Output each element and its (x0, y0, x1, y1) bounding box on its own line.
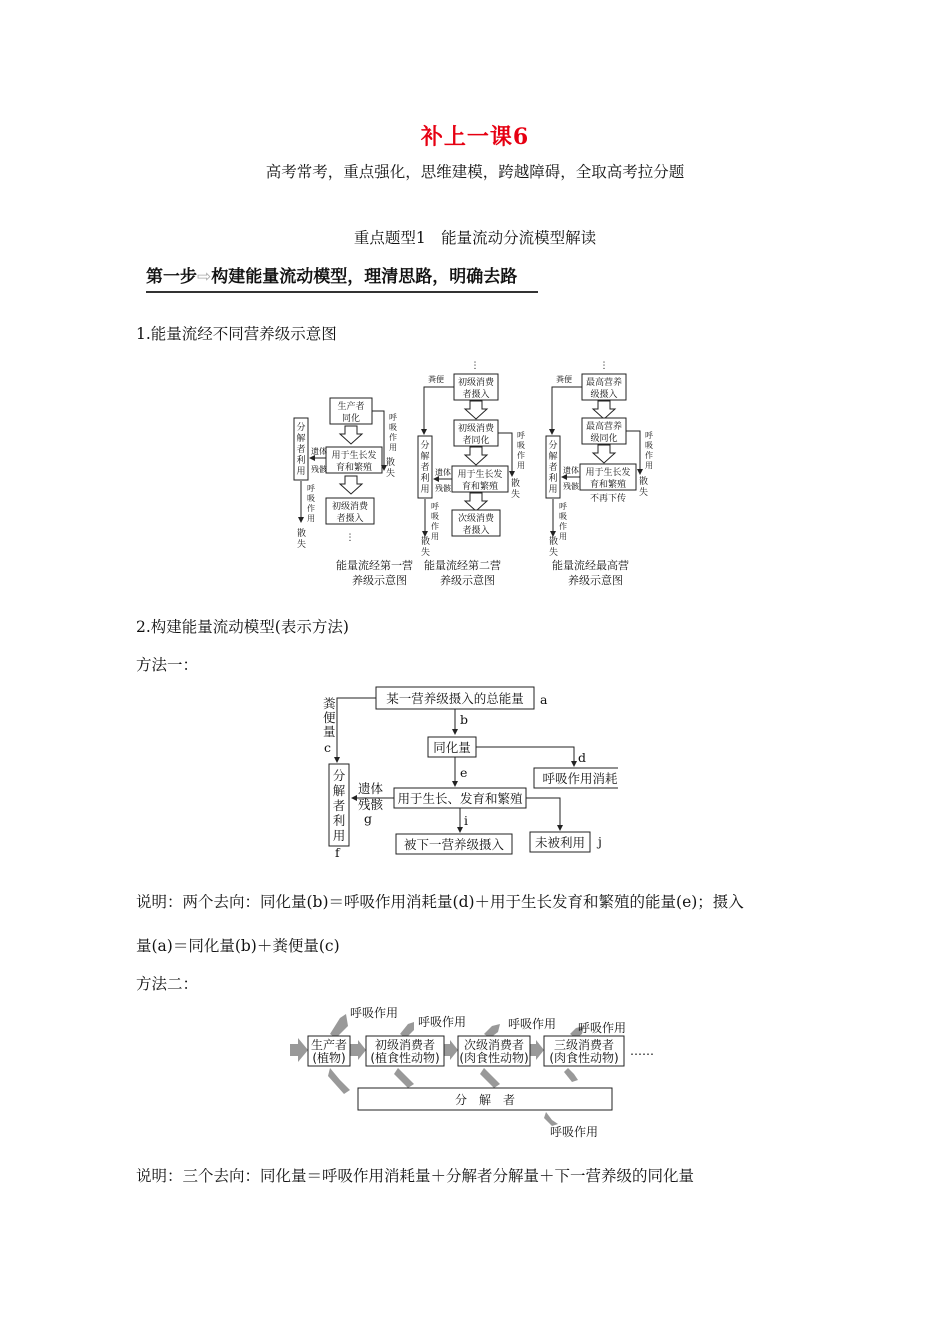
method1-diagram (318, 682, 618, 858)
svg-text:作: 作 (517, 451, 525, 460)
svg-text:呼: 呼 (431, 502, 439, 511)
diagram-top-level (546, 361, 653, 587)
step-heading (146, 262, 517, 287)
svg-text:用: 用 (517, 461, 525, 470)
svg-text:……: …… (630, 1044, 654, 1058)
page-subtitle: 高考常考，重点强化，思维建模，跨越障碍，全取高考拉分题 (265, 163, 685, 181)
step-text: 构建能量流动模型，理清思路，明确去路 (211, 267, 518, 287)
svg-text:分: 分 (296, 423, 306, 433)
svg-text:吸: 吸 (431, 512, 439, 521)
svg-text:用: 用 (332, 828, 346, 843)
flow-arrow-1 (350, 1040, 366, 1060)
svg-text:呼吸作用: 呼吸作用 (550, 1125, 599, 1139)
svg-text:散: 散 (297, 529, 307, 539)
svg-text:散: 散 (639, 477, 649, 487)
method1-label: 方法一： (136, 656, 199, 674)
diagram-first-level (294, 398, 413, 587)
svg-text:能量流经第二营: 能量流经第二营 (424, 559, 501, 572)
svg-text:级摄入: 级摄入 (590, 390, 618, 400)
note1-line1: 说明：两个去向：同化量(b)＝呼吸作用消耗量(d)＋用于生长发育和繁殖的能量(e)；摄入 (136, 893, 744, 911)
d1-producer-l2: 同化 (341, 414, 361, 424)
svg-text:c: c (324, 740, 332, 755)
step-prefix: 第一步 (146, 267, 197, 287)
section1-heading: 1.能量流经不同营养级示意图 (136, 325, 337, 343)
svg-text:用: 用 (548, 485, 558, 495)
svg-text:利: 利 (332, 813, 346, 828)
d1-growth-l1: 用于生长发 (331, 451, 377, 461)
svg-text:次级消费: 次级消费 (457, 514, 495, 524)
svg-text:呼: 呼 (389, 413, 397, 422)
svg-text:呼吸作用: 呼吸作用 (350, 1006, 399, 1020)
diagram-second-level (418, 361, 525, 587)
svg-text:失: 失 (297, 540, 307, 550)
d1-next-l2: 者摄入 (336, 514, 364, 524)
svg-text:解: 解 (420, 452, 430, 462)
note2: 说明：三个去向：同化量＝呼吸作用消耗量＋分解者分解量＋下一营养级的同化量 (136, 1167, 695, 1185)
svg-text:被下一营养级摄入: 被下一营养级摄入 (403, 837, 505, 852)
method2-label: 方法二： (136, 975, 199, 993)
resp-arrow-1 (330, 1014, 348, 1038)
svg-text:利: 利 (548, 474, 558, 484)
section2-heading: 2.构建能量流动模型(表示方法) (136, 618, 349, 636)
svg-text:初级消费者: 初级消费者 (374, 1038, 436, 1052)
svg-text:最高营养: 最高营养 (585, 422, 623, 432)
svg-text:用于生长、发育和繁殖: 用于生长、发育和繁殖 (397, 791, 523, 806)
svg-text:初级消费: 初级消费 (457, 424, 495, 434)
svg-text:b: b (460, 712, 469, 727)
d1-hollow-arrow-2 (340, 476, 362, 494)
flow-arrow-3 (530, 1040, 544, 1060)
svg-text:用: 用 (296, 467, 306, 477)
svg-text:作: 作 (645, 451, 653, 460)
svg-text:i: i (464, 813, 468, 828)
svg-text:未被利用: 未被利用 (534, 835, 586, 850)
svg-text:者: 者 (548, 463, 558, 473)
svg-text:作: 作 (389, 433, 397, 442)
svg-text:失: 失 (421, 548, 431, 558)
svg-text:初级消费: 初级消费 (457, 378, 495, 388)
svg-text:者: 者 (420, 463, 430, 473)
method2-diagram (288, 998, 668, 1143)
svg-text:j: j (598, 834, 602, 849)
svg-text:解: 解 (332, 783, 346, 798)
svg-text:e: e (460, 765, 468, 780)
d1-next-l1: 初级消费 (331, 502, 369, 512)
svg-text:吸: 吸 (645, 441, 653, 450)
svg-text:分: 分 (548, 441, 558, 451)
svg-text:散: 散 (386, 458, 396, 468)
svg-text:同化量: 同化量 (433, 740, 471, 755)
d1-dots: ⋮ (345, 533, 355, 543)
svg-text:失: 失 (549, 548, 559, 558)
svg-text:吸: 吸 (517, 441, 525, 450)
svg-text:(肉食性动物): (肉食性动物) (549, 1051, 619, 1065)
svg-text:残骸: 残骸 (563, 482, 579, 491)
svg-text:分 解 者: 分 解 者 (454, 1093, 516, 1107)
svg-text:不再下传: 不再下传 (589, 494, 627, 504)
svg-text:量: 量 (323, 724, 336, 739)
input-arrow (290, 1038, 308, 1062)
energy-flow-diagrams (280, 350, 680, 600)
svg-text:粪便: 粪便 (556, 375, 572, 384)
svg-text:吸: 吸 (389, 423, 397, 432)
svg-text:呼: 呼 (307, 484, 315, 493)
svg-text:散: 散 (421, 537, 431, 547)
svg-text:能量流经最高营: 能量流经最高营 (552, 559, 629, 572)
svg-text:g: g (364, 811, 373, 826)
svg-text:呼: 呼 (517, 431, 525, 440)
svg-text:最高营养: 最高营养 (585, 378, 623, 388)
svg-text:级同化: 级同化 (590, 434, 618, 444)
step-arrow-icon: ⇨ (197, 267, 212, 287)
question-type-title: 重点题型1 能量流动分流模型解读 (353, 229, 597, 247)
svg-text:育和繁殖: 育和繁殖 (589, 480, 627, 490)
svg-text:失: 失 (386, 469, 396, 479)
svg-text:f: f (335, 845, 340, 858)
svg-text:遗体: 遗体 (563, 466, 579, 475)
svg-text:三级消费者: 三级消费者 (553, 1038, 615, 1052)
svg-text:遗体: 遗体 (435, 468, 451, 477)
svg-text:(植食性动物): (植食性动物) (370, 1051, 440, 1065)
page-title: 补上一课6 (420, 124, 530, 150)
svg-text:次级消费者: 次级消费者 (463, 1038, 525, 1052)
svg-text:呼: 呼 (645, 431, 653, 440)
svg-text:用: 用 (645, 461, 653, 470)
svg-text:呼吸作用: 呼吸作用 (418, 1015, 467, 1029)
decomp-resp-arrow (544, 1112, 558, 1126)
svg-text:呼: 呼 (559, 502, 567, 511)
svg-text:养级示意图: 养级示意图 (352, 574, 407, 587)
svg-text:育和繁殖: 育和繁殖 (461, 482, 499, 492)
svg-text:粪便: 粪便 (428, 375, 444, 384)
svg-text:用: 用 (420, 485, 430, 495)
svg-text:残骸: 残骸 (311, 465, 327, 474)
svg-text:散: 散 (549, 537, 559, 547)
svg-text:(肉食性动物): (肉食性动物) (459, 1051, 529, 1065)
svg-text:生产者: 生产者 (310, 1038, 348, 1052)
svg-text:粪: 粪 (323, 696, 336, 711)
svg-text:分: 分 (332, 768, 346, 783)
svg-text:者摄入: 者摄入 (462, 526, 490, 536)
svg-text:a: a (540, 692, 548, 707)
svg-text:利: 利 (296, 456, 306, 466)
svg-text:便: 便 (323, 710, 336, 725)
svg-text:呼吸作用消耗: 呼吸作用消耗 (542, 771, 618, 786)
svg-text:养级示意图: 养级示意图 (568, 574, 623, 587)
svg-text:散: 散 (511, 479, 521, 489)
svg-text:吸: 吸 (307, 494, 315, 503)
svg-text:某一营养级摄入的总能量: 某一营养级摄入的总能量 (386, 691, 524, 706)
note1 (136, 880, 826, 968)
svg-text:用: 用 (431, 532, 439, 541)
d1-producer-l1: 生产者 (337, 402, 365, 412)
svg-text:呼吸作用: 呼吸作用 (508, 1017, 557, 1031)
flow-arrow-2 (444, 1040, 458, 1060)
svg-text:残骸: 残骸 (435, 484, 451, 493)
step-underline (146, 291, 538, 293)
svg-text:者: 者 (332, 798, 346, 813)
svg-text:(植物): (植物) (312, 1051, 346, 1065)
svg-text:d: d (578, 750, 587, 765)
svg-text:遗体: 遗体 (358, 781, 384, 796)
svg-text:者: 者 (296, 445, 306, 455)
svg-text:养级示意图: 养级示意图 (440, 574, 495, 587)
svg-text:分: 分 (420, 441, 430, 451)
svg-text:用于生长发: 用于生长发 (585, 468, 631, 478)
decomp-arrow-1 (328, 1068, 350, 1094)
svg-text:用于生长发: 用于生长发 (457, 470, 503, 480)
svg-text:用: 用 (559, 532, 567, 541)
svg-text:吸: 吸 (559, 512, 567, 521)
decomp-arrow-4 (564, 1068, 578, 1082)
svg-text:失: 失 (639, 488, 649, 498)
svg-text:用: 用 (307, 514, 315, 523)
svg-text:呼吸作用: 呼吸作用 (578, 1021, 627, 1035)
svg-text:能量流经第一营: 能量流经第一营 (336, 559, 413, 572)
svg-text:遗体: 遗体 (311, 447, 327, 456)
d1-hollow-arrow-1 (340, 426, 362, 444)
svg-text:者摄入: 者摄入 (462, 390, 490, 400)
svg-text:用: 用 (389, 443, 397, 452)
svg-text:作: 作 (559, 522, 567, 531)
svg-text:⋮: ⋮ (599, 361, 609, 371)
svg-text:利: 利 (420, 474, 430, 484)
svg-text:残骸: 残骸 (358, 797, 384, 812)
svg-text:解: 解 (548, 452, 558, 462)
svg-text:者同化: 者同化 (462, 436, 490, 446)
svg-text:解: 解 (296, 434, 306, 444)
svg-text:作: 作 (307, 504, 315, 513)
svg-text:作: 作 (431, 522, 439, 531)
svg-text:失: 失 (511, 490, 521, 500)
note1-line2: 量(a)＝同化量(b)＋粪便量(c) (136, 937, 340, 955)
decomp-arrow-2 (394, 1068, 414, 1088)
svg-text:⋮: ⋮ (470, 361, 480, 371)
decomp-arrow-3 (480, 1068, 500, 1088)
d1-growth-l2: 育和繁殖 (335, 463, 373, 473)
